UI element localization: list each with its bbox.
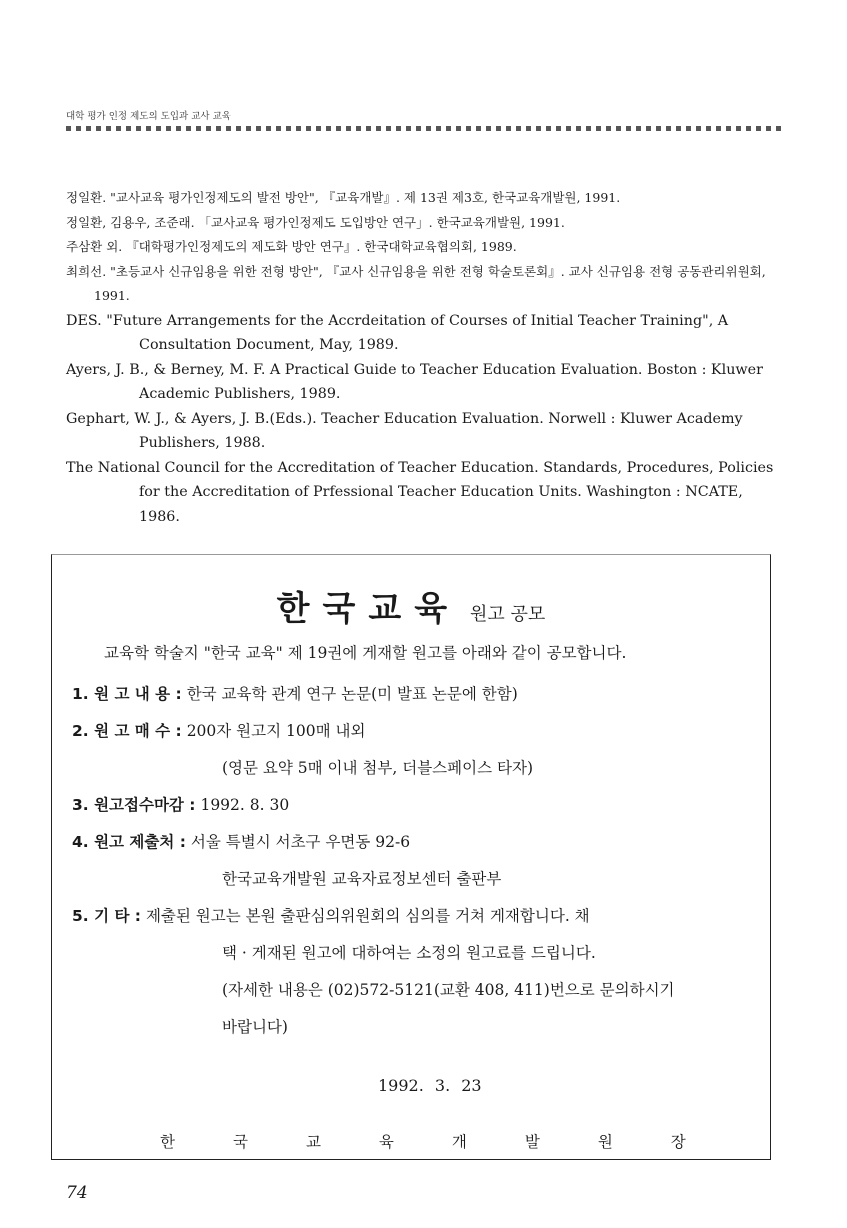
- item-text: 200자 원고지 100매 내외: [186, 722, 366, 740]
- reference-item: Gephart, W. J., & Ayers, J. B.(Eds.). Teacher Education Evaluation. Norwell : Kluwer Academy Publishers, 1988.: [66, 410, 743, 451]
- notice-title-sub: 원고 공모: [470, 604, 546, 625]
- reference-item: 정일환. "교사교육 평가인정제도의 발전 방안", 『교육개발』. 제 13권 제3호, 한국교육개발원, 1991.: [66, 190, 621, 205]
- item-label: 1. 원 고 내 용 :: [72, 685, 182, 703]
- reference-item: 정일환, 김용우, 조준래. 「교사교육 평가인정제도 도입방안 연구」. 한국교육개발원, 1991.: [66, 214, 565, 230]
- notice-item-continuation: 한국교육개발원 교육자료정보센터 출판부: [222, 870, 502, 888]
- item-text: 제출된 원고는 본원 출판심의위원회의 심의를 거쳐 게재합니다. 채: [145, 907, 590, 925]
- notice-item-content: [72, 682, 518, 704]
- reference-item: 최희선. "초등교사 신규임용을 위한 전형 방안", 『교사 신규임용을 위한 전형 학술토론회』. 교사 신규임용 전형 공동관리위원회, 1991.: [66, 263, 766, 303]
- notice-item-continuation: (영문 요약 5매 이내 첨부, 더블스페이스 타자): [222, 759, 533, 777]
- item-text: 한국 교육학 관계 연구 논문(미 발표 논문에 한함): [186, 685, 518, 703]
- notice-intro: 교육학 학술지 "한국 교육" 제 19권에 게재할 원고를 아래와 같이 공모합니다.: [104, 644, 627, 662]
- notice-item-continuation: 바랍니다): [222, 1018, 288, 1036]
- notice-item-other: [72, 904, 590, 926]
- item-text: 서울 특별시 서초구 우면동 92-6: [190, 833, 411, 851]
- notice-title-main: 한국교육: [276, 589, 461, 629]
- notice-item-continuation: (자세한 내용은 (02)572-5121(교환 408, 411)번으로 문의하시기: [222, 981, 675, 999]
- item-text: 1992. 8. 30: [200, 796, 290, 814]
- item-label: 4. 원고 제출처 :: [72, 833, 186, 851]
- reference-list: [66, 186, 786, 529]
- notice-item-length: [72, 719, 365, 741]
- reference-item: DES. "Future Arrangements for the Accrdeitation of Courses of Initial Teacher Training", A Consultation Document, May, 1989.: [66, 312, 729, 353]
- item-label: 2. 원 고 매 수 :: [72, 722, 182, 740]
- reference-item: Ayers, J. B., & Berney, M. F. A Practical Guide to Teacher Education Evaluation. Boston : Kluwer Academic Publishers, 1989.: [66, 361, 763, 402]
- page-number: 74: [66, 1183, 88, 1203]
- notice-item-continuation: 택 · 게재된 원고에 대하여는 소정의 원고료를 드립니다.: [222, 944, 596, 962]
- dotted-rule: [66, 126, 782, 131]
- notice-item-deadline: [72, 793, 289, 815]
- reference-item: 주삼환 외. 『대학평가인정제도의 제도화 방안 연구』. 한국대학교육협의회, 1989.: [66, 239, 517, 254]
- call-for-papers-box: [51, 554, 771, 1160]
- notice-item-submission: [72, 830, 410, 852]
- notice-title: [52, 581, 770, 630]
- notice-signature: 한국교육개발원장: [160, 1133, 744, 1151]
- item-label: 3. 원고접수마감 :: [72, 796, 196, 814]
- running-head: 대학 평가 인정 제도의 도입과 교사 교육: [66, 111, 231, 122]
- notice-date: 1992. 3. 23: [378, 1076, 482, 1095]
- item-label: 5. 기 타 :: [72, 907, 142, 925]
- reference-item: The National Council for the Accreditation of Teacher Education. Standards, Procedures, Policies for the Accreditation of Prfessional Teacher Education Units. Washington : NCATE, 1986.: [66, 459, 774, 525]
